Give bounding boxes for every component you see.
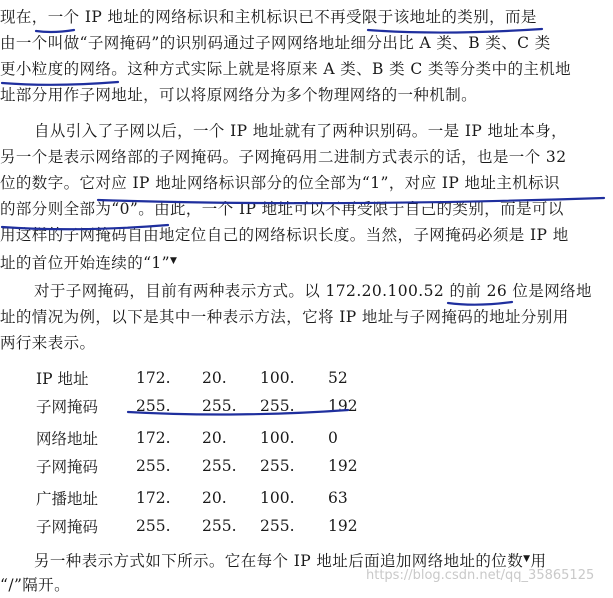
octet-cell: 255. <box>260 397 295 415</box>
table-row <box>36 392 378 420</box>
text-line: “/”隔开。 <box>0 576 70 594</box>
network-address-table <box>36 424 378 480</box>
octet-cell: 52 <box>328 369 348 387</box>
octet-cell: 172. <box>136 369 171 387</box>
text-line: 对于子网掩码，目前有两种表示方式。以 172.20.100.52 的前 26 位是网络地 <box>34 282 592 300</box>
paragraph-1 <box>0 4 606 108</box>
octet-cell: 255. <box>202 517 237 535</box>
text-line: 自从引入了子网以后，一个 IP 地址就有了两种识别码。一是 IP 地址本身， <box>34 122 568 140</box>
octet-cell: 255. <box>136 397 171 415</box>
ip-address-table <box>36 364 378 420</box>
octet-cell: 255. <box>136 457 171 475</box>
text-line: 址的情况为例，以下是其中一种表示方法，它将 IP 地址与子网掩码的地址分别用 <box>0 308 569 326</box>
table-row <box>36 512 378 540</box>
text-line: 更小粒度的网络。这种方式实际上就是将原来 A 类、B 类 C 类等分类中的主机地 <box>0 60 572 78</box>
row-label: 广播地址 <box>36 490 99 508</box>
row-label: 网络地址 <box>36 430 99 448</box>
watermark-url: https://blog.csdn.net/qq_35865125 <box>366 568 595 583</box>
octet-cell: 0 <box>328 429 338 447</box>
octet-cell: 63 <box>328 489 348 507</box>
text-line: 的部分则全部为“0”。由此，一个 IP 地址可以不再受限于自己的类别，而是可以 <box>0 200 564 218</box>
octet-cell: 20. <box>202 369 227 387</box>
octet-cell: 172. <box>136 429 171 447</box>
octet-cell: 255. <box>260 457 295 475</box>
octet-cell: 192 <box>328 397 358 415</box>
octet-cell: 192 <box>328 457 358 475</box>
octet-cell: 255. <box>136 517 171 535</box>
paragraph-2 <box>0 118 606 274</box>
text-line: 两行来表示。 <box>0 334 96 352</box>
text-line: 另一个是表示网络部的子网掩码。子网掩码用二进制方式表示的话，也是一个 32 <box>0 148 567 166</box>
note-marker-icon: ▼ <box>523 554 531 564</box>
octet-cell: 100. <box>260 489 295 507</box>
text-line: 由一个叫做“子网掩码”的识别码通过子网网络地址细分出比 A 类、B 类、C 类 <box>0 34 551 52</box>
octet-cell: 20. <box>202 489 227 507</box>
broadcast-address-table <box>36 484 378 540</box>
octet-cell: 100. <box>260 369 295 387</box>
table-row <box>36 364 378 392</box>
table-row <box>36 484 378 512</box>
text-line: 现在，一个 IP 地址的网络标识和主机标识已不再受限于该地址的类别，而是 <box>0 8 537 26</box>
row-label: IP 地址 <box>36 370 89 388</box>
octet-cell: 255. <box>202 397 237 415</box>
octet-cell: 20. <box>202 429 227 447</box>
text-line: 另一种表示方式如下所示。它在每个 IP 地址后面追加网络地址的位数 <box>34 552 524 570</box>
table-row <box>36 452 378 480</box>
text-line-tail: 用 <box>530 552 547 570</box>
octet-cell: 255. <box>260 517 295 535</box>
row-label: 子网掩码 <box>36 398 99 416</box>
note-marker-icon: ▼ <box>170 256 178 266</box>
row-label: 子网掩码 <box>36 458 99 476</box>
octet-cell: 100. <box>260 429 295 447</box>
text-line: 址部分用作子网地址，可以将原网络分为多个物理网络的一种机制。 <box>0 86 478 104</box>
octet-cell: 172. <box>136 489 171 507</box>
text-line: 址的首位开始连续的“1” <box>0 254 171 272</box>
octet-cell: 255. <box>202 457 237 475</box>
text-line: 用这样的子网掩码自由地定位自己的网络标识长度。当然，子网掩码必须是 IP 地 <box>0 226 569 244</box>
row-label: 子网掩码 <box>36 518 99 536</box>
table-row <box>36 424 378 452</box>
text-line-with-marker <box>0 248 606 274</box>
octet-cell: 192 <box>328 517 358 535</box>
paragraph-3 <box>0 278 606 356</box>
text-line: 位的数字。它对应 IP 地址网络标识部分的位全部为“1”，对应 IP 地址主机标识 <box>0 174 560 192</box>
